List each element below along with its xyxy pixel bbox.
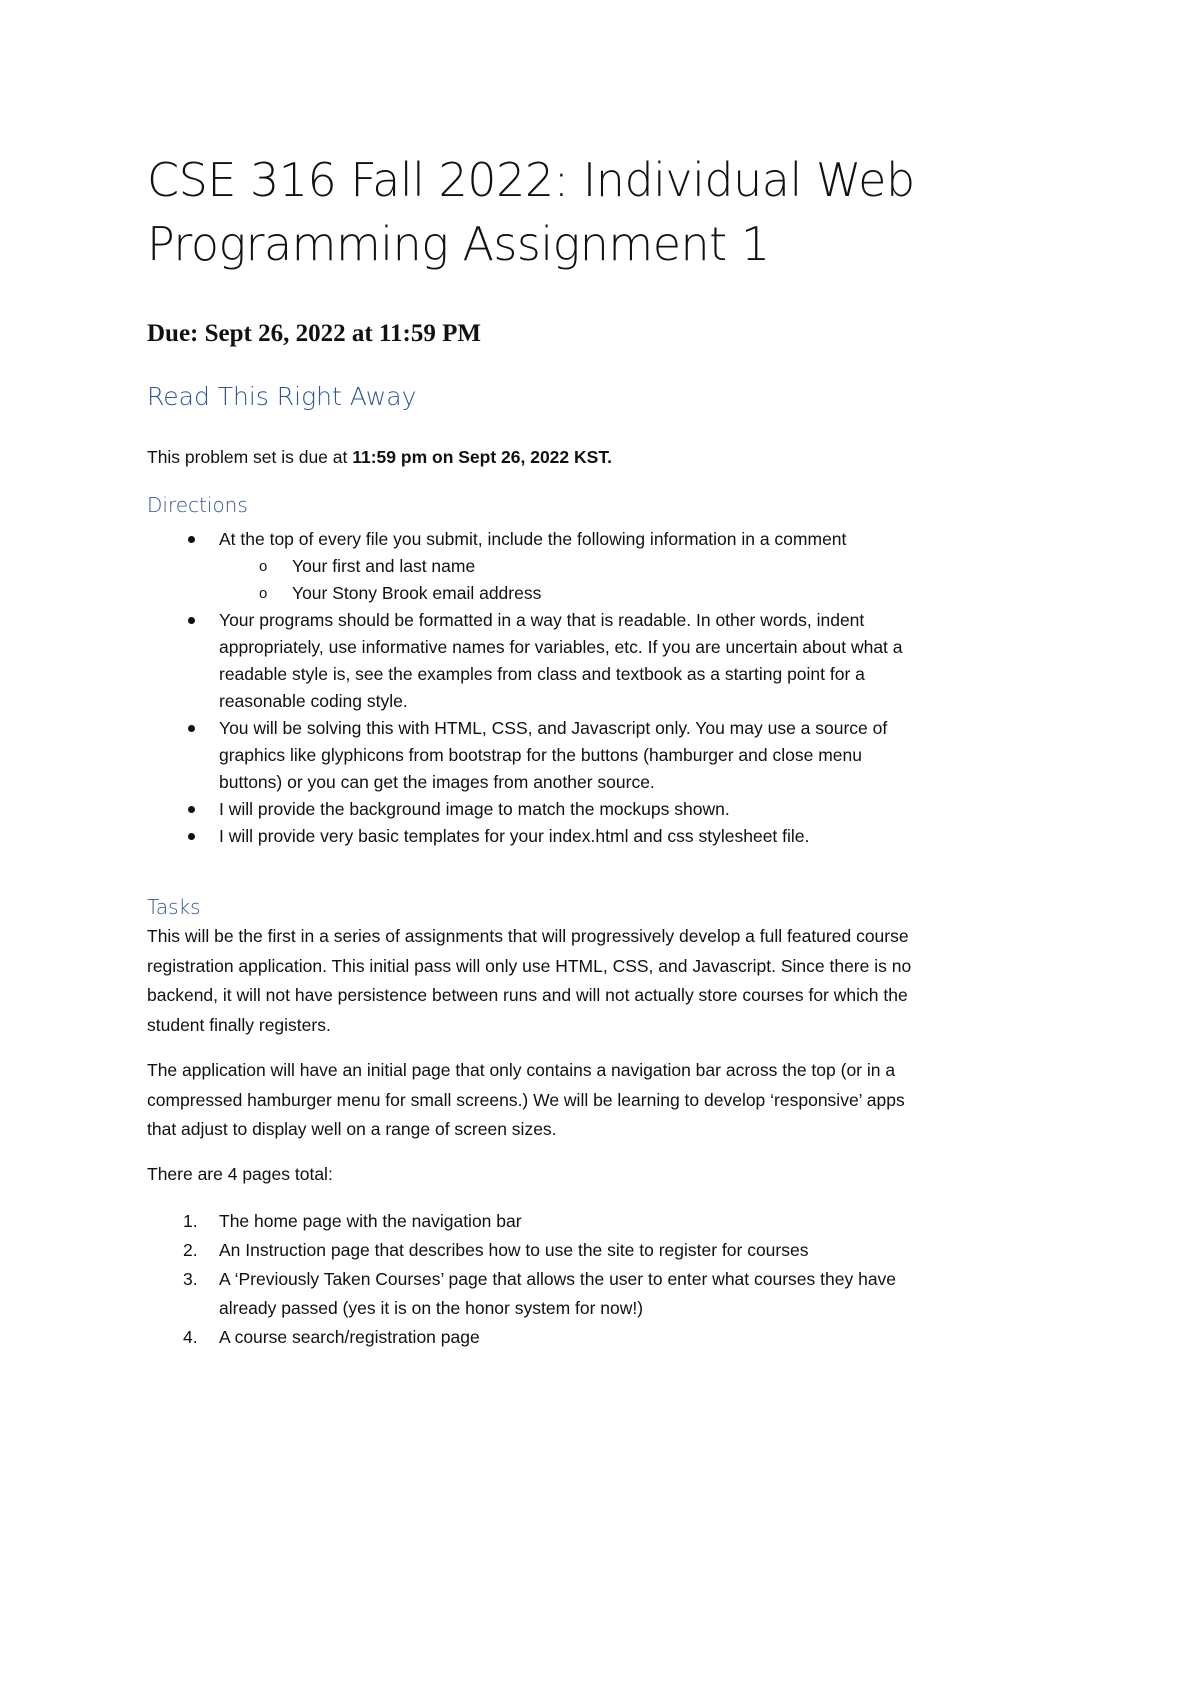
paragraph-line: registration application. This initial pass will only use HTML, CSS, and Javascript. Since there is no [147,955,912,976]
bullet-icon [188,833,195,840]
list-number: 4. [183,1327,198,1347]
paragraph-line: student finally registers. [147,1014,331,1035]
list-item-text: The home page with the navigation bar [219,1211,522,1231]
paragraph-line: compressed hamburger menu for small screens.) We will be learning to develop ‘responsive’ apps [147,1089,905,1110]
list-item-text: At the top of every file you submit, include the following information in a comment [219,529,847,549]
bullet-icon [188,806,195,813]
paragraph-line: that adjust to display well on a range of screen sizes. [147,1119,557,1139]
tasks-paragraph-2 [147,1056,1057,1145]
list-number: 3. [183,1269,198,1289]
list-item-line: appropriately, use informative names for variables, etc. If you are uncertain about what a [219,637,903,657]
list-item [147,823,1057,850]
directions-heading: Directions [147,493,248,517]
read-text-suffix: . [607,447,612,467]
list-item-text: A course search/registration page [219,1327,480,1347]
directions-list [147,526,1057,850]
paragraph-line: This will be the first in a series of assignments that will progressively develop a full featured course [147,926,909,946]
list-item [147,1207,1057,1236]
read-heading: Read This Right Away [147,382,417,411]
list-item-line: graphics like glyphicons from bootstrap for the buttons (hamburger and close menu [219,745,862,765]
list-item [147,1323,1057,1352]
bullet-icon [188,617,195,624]
circle-bullet-icon: o [259,558,268,575]
list-item-line: reasonable coding style. [219,691,408,711]
sub-list-item [147,580,1057,607]
bullet-icon [188,536,195,543]
list-item [147,715,1057,796]
read-text-bold: 11:59 pm on Sept 26, 2022 KST [352,447,608,467]
list-item-text: An Instruction page that describes how to use the site to register for courses [219,1240,809,1260]
list-item-line: You will be solving this with HTML, CSS, and Javascript only. You may use a source of [219,718,888,738]
list-item-text: I will provide the background image to match the mockups shown. [219,799,730,819]
list-number: 2. [183,1240,198,1260]
bullet-icon [188,725,195,732]
list-number: 1. [183,1211,198,1231]
list-item-line: A ‘Previously Taken Courses’ page that allows the user to enter what courses they have [219,1269,897,1289]
sub-list-item [147,553,1057,580]
paragraph-line: The application will have an initial page that only contains a navigation bar across the top (or in a [147,1060,896,1080]
pages-list [147,1207,1057,1352]
circle-bullet-icon: o [259,585,268,602]
list-item [147,1265,1057,1323]
list-item-text: I will provide very basic templates for your index.html and css stylesheet file. [219,826,810,846]
tasks-paragraph-1 [147,922,1057,1040]
due-date: Due: Sept 26, 2022 at 11:59 PM [147,320,481,347]
title-line-2: Programming Assignment 1 [147,217,770,271]
paragraph-line: backend, it will not have persistence between runs and will not actually store courses for which the [147,985,908,1005]
list-item [147,526,1057,607]
list-item-line: Your programs should be formatted in a way that is readable. In other words, indent [219,610,865,630]
title-line-1: CSE 316 Fall 2022: Individual Web [147,153,915,207]
list-item [147,1236,1057,1265]
sub-list-item-text: Your Stony Brook email address [292,583,542,603]
read-paragraph [147,443,1057,473]
list-item-line: already passed (yes it is on the honor system for now!) [219,1298,644,1318]
list-item-line: readable style is, see the examples from class and textbook as a starting point for a [219,664,865,684]
sub-list [219,553,1057,607]
tasks-heading: Tasks [147,895,201,919]
list-item [147,607,1057,715]
list-item [147,796,1057,823]
document-title [147,148,1057,276]
read-text-prefix: This problem set is due at [147,447,353,467]
list-item-line: buttons) or you can get the images from another source. [219,772,655,792]
tasks-paragraph-3: There are 4 pages total: [147,1164,333,1184]
sub-list-item-text: Your first and last name [292,556,476,576]
